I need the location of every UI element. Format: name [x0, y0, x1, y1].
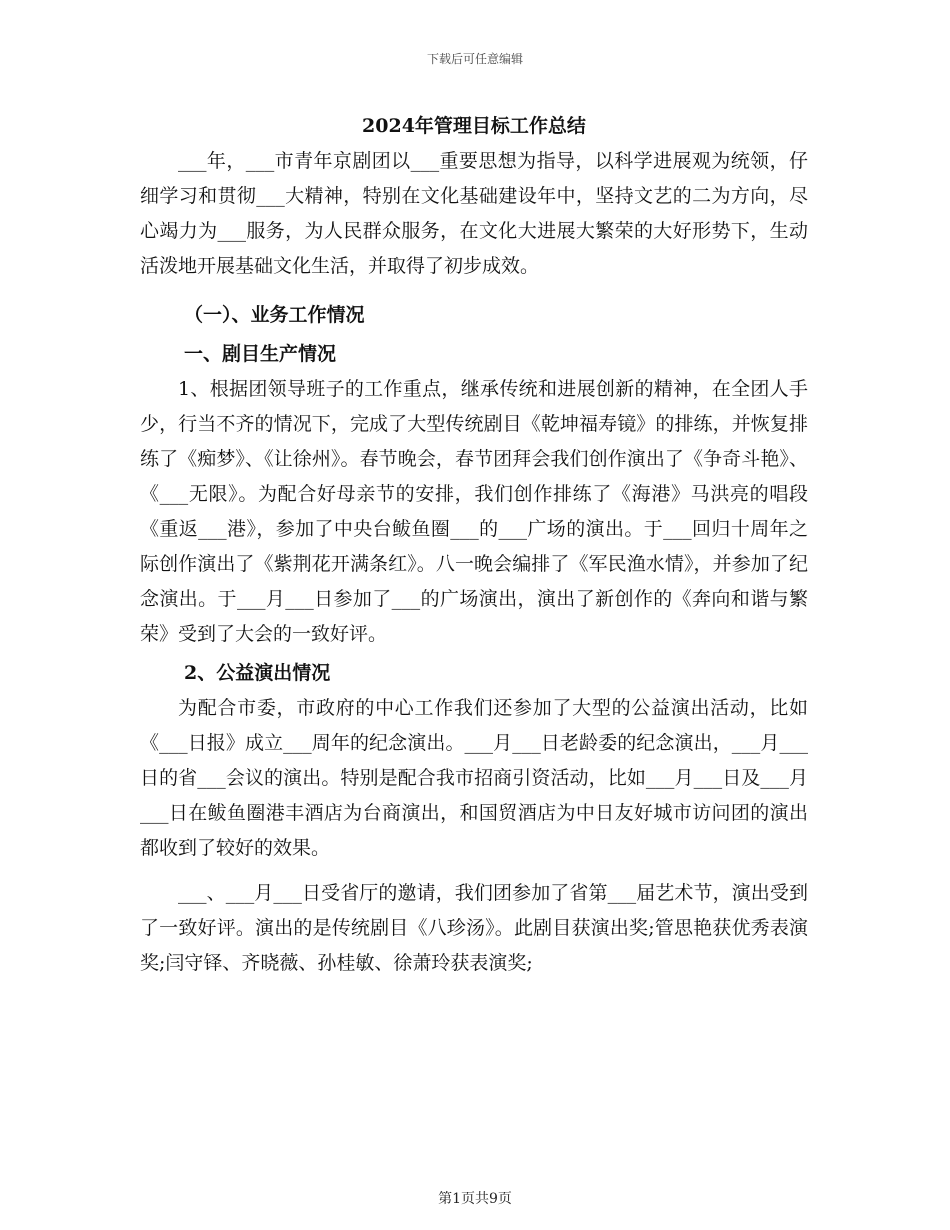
- subsection-heading-public-performance: 2、公益演出情况: [184, 662, 331, 684]
- art-festival-paragraph: ___、___月___日受省厅的邀请，我们团参加了省第___届艺术节，演出受到了一致好评。演出的是传统剧目《八珍汤》。此剧目获演出奖;管思艳获优秀表演奖;闫守铎、齐晓薇、孙桂敏、徐萧玲获表演奖;: [140, 882, 808, 974]
- section-heading-business: （一）、业务工作情况: [184, 304, 365, 326]
- page-footer: 第1页共9页: [438, 1191, 512, 1207]
- intro-paragraph: ___年，___市青年京剧团以___重要思想为指导，以科学进展观为统领，仔细学习和贯彻___大精神，特别在文化基础建设年中，坚持文艺的二为方向，尽心竭力为___服务，为人民群众服务，在文化大进展大繁荣的大好形势下，生动活泼地开展基础文化生活，并取得了初步成效。: [140, 150, 808, 277]
- spacer: [140, 284, 808, 294]
- repertoire-paragraph: 1、根据团领导班子的工作重点，继承传统和进展创新的精神，在全团人手少，行当不齐的情况下，完成了大型传统剧目《乾坤福寿镜》的排练，并恢复排练了《痴梦》、《让徐州》。春节晚会，春节团拜会我们创作演出了《争奇斗艳》、《___无限》。为配合好母亲节的安排，我们创作排练了《海港》马洪亮的唱段《重返___港》，参加了中央台鲅鱼圈___的___广场的演出。于___回归十周年之际创作演出了《紫荆花开满条红》。八一晚会编排了《军民渔水情》，并参加了纪念演出。于___月___日参加了___的广场演出，演出了新创作的《奔向和谐与繁荣》受到了大会的一致好评。: [140, 378, 808, 645]
- page-header: 下载后可任意编辑: [426, 52, 523, 66]
- spacer: [140, 866, 808, 876]
- subsection-heading-repertoire: 一、剧目生产情况: [184, 343, 337, 365]
- document-body: [140, 112, 808, 981]
- document-title: 2024年管理目标工作总结: [362, 115, 586, 137]
- public-performance-paragraph: 为配合市委，市政府的中心工作我们还参加了大型的公益演出活动，比如《___日报》成立___周年的纪念演出。___月___日老龄委的纪念演出，___月___日的省___会议的演出。特别是配合我市招商引资活动，比如___月___日及___月___日在鲅鱼圈港丰酒店为台商演出，和国贸酒店为中日友好城市访问团的演出都收到了较好的效果。: [140, 697, 808, 859]
